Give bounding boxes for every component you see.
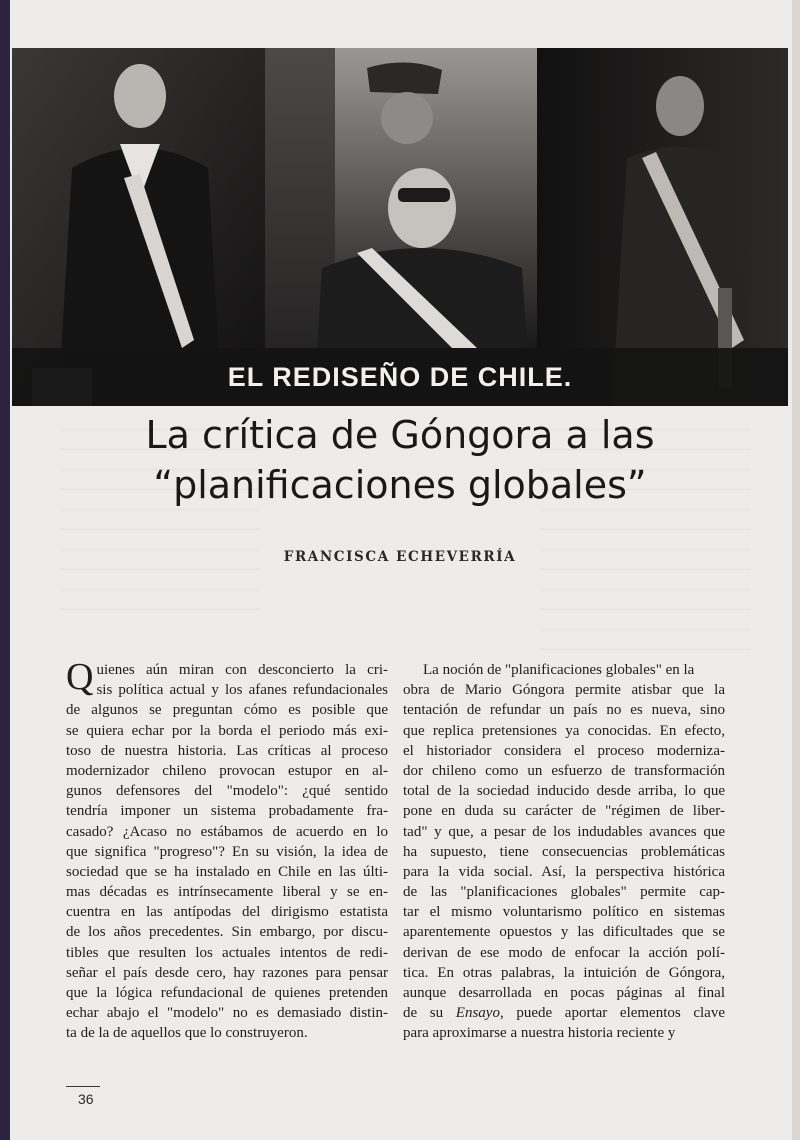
text-line: de los años precedentes. Sin embargo, por discu- xyxy=(66,924,388,941)
page-right-edge xyxy=(792,0,800,1140)
text-line: obra de Mario Góngora permite atisbar que la xyxy=(403,682,725,699)
text-line: La noción de "planificaciones globales" en la xyxy=(423,662,695,678)
headline-line-2: “planificaciones globales” xyxy=(153,463,647,507)
portrait-center-photo xyxy=(265,48,537,348)
text-line: uienes aún miran con desconcierto la cri- xyxy=(96,662,388,678)
text-line: el historiador considera el proceso moderniza- xyxy=(403,742,725,759)
text-line: derivan de ese modo de enfocar la acción polí- xyxy=(403,944,725,961)
text-line: casado? ¿Acaso no estábamos de acuerdo en lo xyxy=(66,823,388,840)
text-line: de las "planificaciones globales" permite cap- xyxy=(403,884,725,901)
text-line: señar el país desde cero, hay razones para pensar xyxy=(66,964,388,981)
body-column-left xyxy=(66,656,388,1044)
text-line: aparentemente opuestos y las dificultades que se xyxy=(403,924,725,941)
text-line: tar el mismo voluntarismo político en sistemas xyxy=(403,904,725,921)
body-column-right xyxy=(403,660,725,1044)
text-line: toso de nuestra historia. Las críticas al proceso xyxy=(66,742,388,759)
left-column-text xyxy=(66,656,388,1044)
text-line: para la vida social. Así, la perspectiva histórica xyxy=(403,863,725,880)
text-line: mas décadas es intrínsecamente liberal y se en- xyxy=(66,884,388,901)
text-line: ta de la de aquellos que lo construyeron. xyxy=(66,1025,308,1042)
drop-cap: Q xyxy=(66,656,94,698)
text-line: para aproximarse a nuestra historia reciente y xyxy=(403,1025,676,1042)
page-number: 36 xyxy=(78,1091,94,1107)
text-line: modernizador chileno provocan estupor en al- xyxy=(66,762,388,779)
text-line: gunos defensores del "modelo": ¿qué sentido xyxy=(66,783,388,800)
text-line: tad" y que, a pesar de los indudables avances que xyxy=(403,823,725,840)
text-line: tentación de refundar un país no es nueva, sino xyxy=(403,702,725,719)
text-line: cuentra en las antípodas del dirigismo estatista xyxy=(66,904,388,921)
historical-photo-collage xyxy=(12,48,788,406)
article-headline xyxy=(60,410,740,510)
text-line: se quiera echar por la borda el periodo más exi- xyxy=(66,722,388,739)
text-line: total de la sociedad inducido desde arriba, lo que xyxy=(403,783,725,800)
author-byline: FRANCISCA ECHEVERRÍA xyxy=(283,549,517,565)
text-line: tica. En otras palabras, la intuición de Góngora, xyxy=(403,964,725,981)
section-kicker: EL REDISEÑO DE CHILE. xyxy=(227,362,573,392)
text-line: tibles que resulten los actuales intentos de redi- xyxy=(66,944,388,961)
text-line: pone en duda su carácter de "régimen de liber- xyxy=(403,803,725,820)
text-line: sis política actual y los afanes refundacionales xyxy=(96,682,388,699)
text-line: de algunos se preguntan cómo es posible que xyxy=(66,702,388,719)
text-line: dor chileno como un esfuerzo de transformación xyxy=(403,762,725,779)
text-line: de su Ensayo, puede aportar elementos clave xyxy=(403,1005,725,1022)
page-number-rule xyxy=(66,1086,100,1087)
text-line: ha supuesto, tiene consecuencias problemáticas xyxy=(403,843,725,860)
text-line: que replica pretensiones ya conocidas. En efecto, xyxy=(403,722,725,739)
right-column-text xyxy=(403,660,725,1044)
text-line: tendría imponer un sistema probadamente fra- xyxy=(66,803,388,820)
text-line: que significa "progreso"? En su visión, la idea de xyxy=(66,843,388,860)
text-line: aunque desarrollada en pocas páginas al final xyxy=(403,985,725,1001)
text-line: que la lógica refundacional de quienes pretenden xyxy=(66,985,388,1001)
headline-line-1: La crítica de Góngora a las xyxy=(145,413,655,457)
page-binding-edge xyxy=(0,0,10,1140)
text-line: echar abajo el "modelo" no es demasiado distin- xyxy=(66,1005,388,1022)
text-line: sociedad que se ha instalado en Chile en las últi- xyxy=(66,863,388,880)
